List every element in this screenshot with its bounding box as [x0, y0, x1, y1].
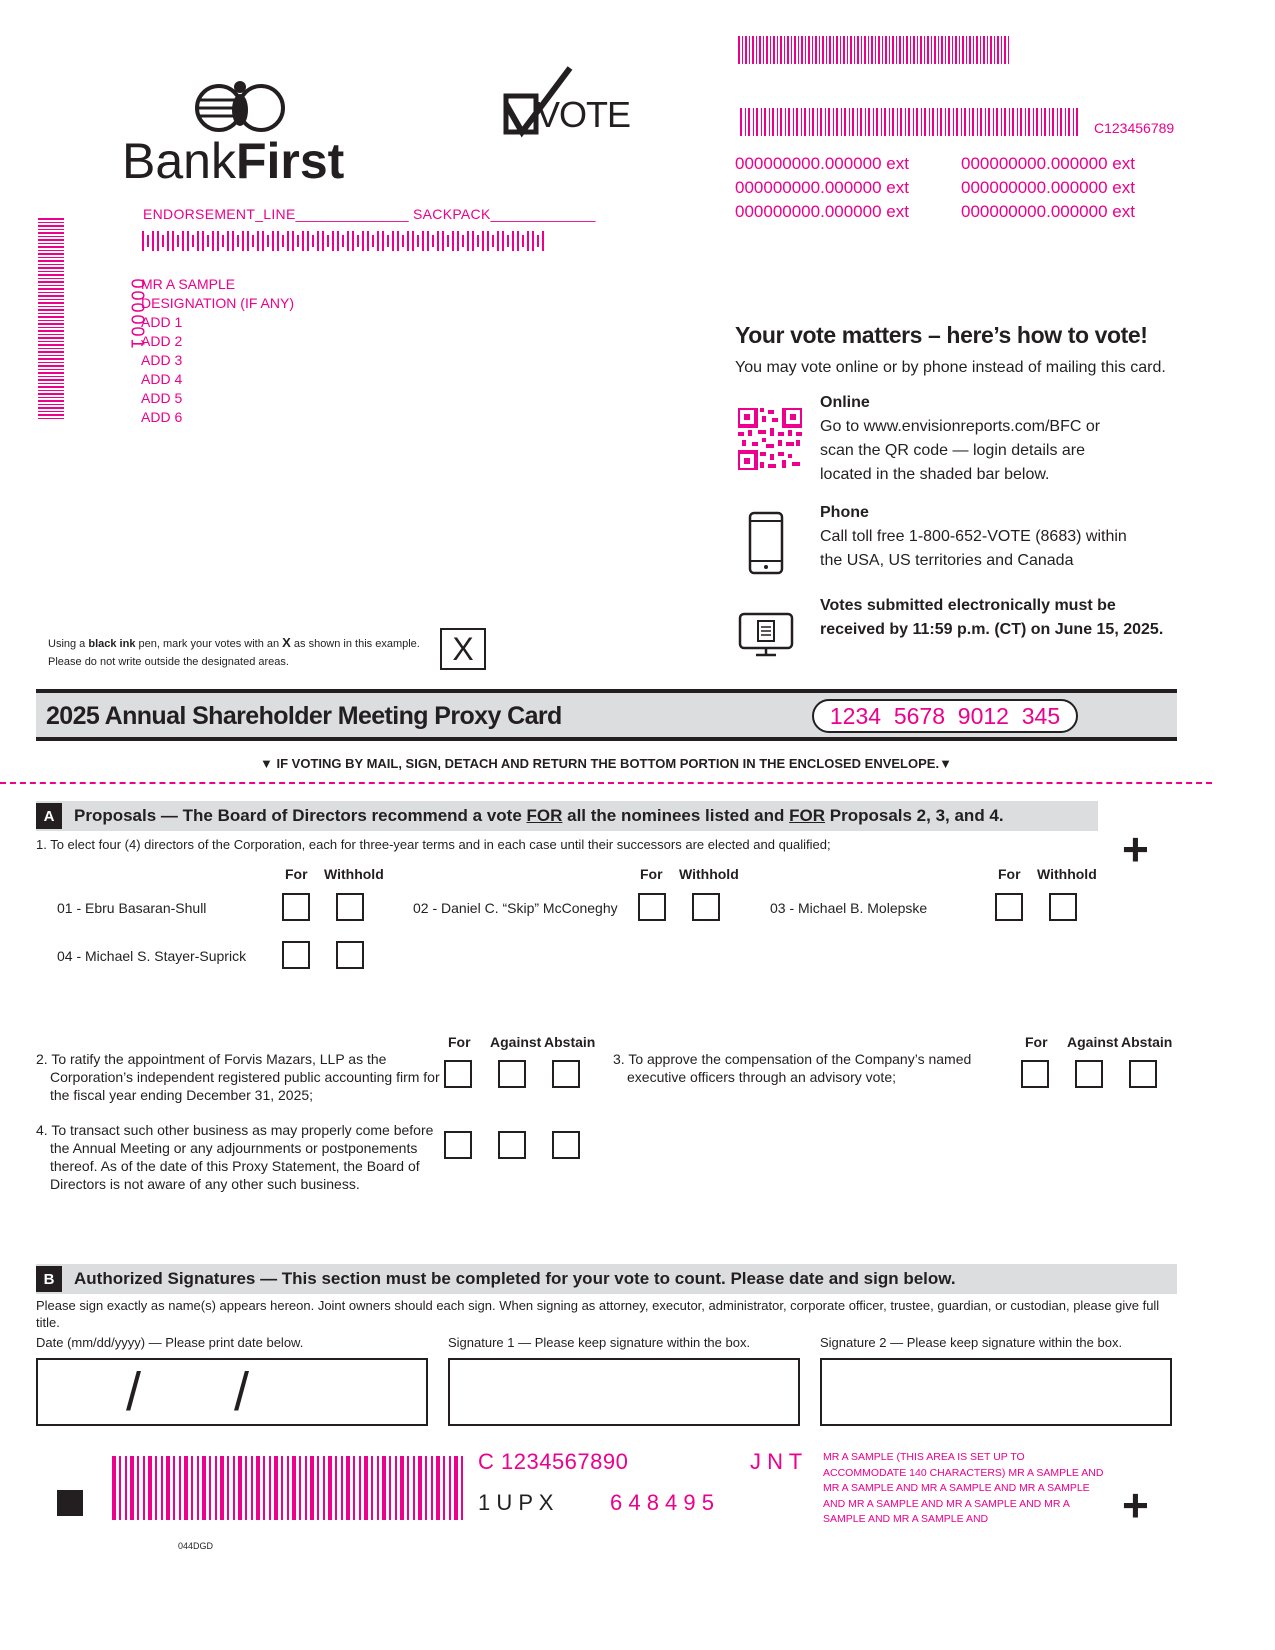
nominee-01-for-checkbox[interactable] — [282, 893, 310, 921]
footer-upx: 1 U P X — [478, 1490, 554, 1515]
footer-c-number: C 1234567890 — [478, 1449, 629, 1474]
nominee-03-for-checkbox[interactable] — [995, 893, 1023, 921]
phone-title: Phone — [820, 504, 869, 521]
registration-plus-footer: + — [1122, 1479, 1149, 1531]
ext-column-left — [735, 152, 909, 224]
vote-info-subheading: You may vote online or by phone instead of mailing this card. — [735, 359, 1166, 376]
qr-code-icon — [738, 408, 802, 470]
section-b-title: Authorized Signatures — This section must be completed for your vote to count. Please date and sign below. — [74, 1269, 956, 1288]
perforation-line — [0, 782, 1212, 784]
ink-instructions: Using a black ink pen, mark your votes with an X as shown in this example. Please do not write outside the designated areas. — [48, 635, 420, 668]
footer-sample-text: MR A SAMPLE (THIS AREA IS SET UP TO ACCOMMODATE 140 CHARACTERS) MR A SAMPLE AND MR A SAMPLE AND MR A SAMPLE AND MR A SAMPLE AND MR A SAMPLE AND MR A SAMPLE AND MR A SAMPLE AND MR A SAMPLE AND — [823, 1451, 1104, 1525]
footer-code: 6 4 8 4 9 5 — [610, 1490, 714, 1515]
proposal-3-text: 3. To approve the compensation of the Company’s named executive officers through an advisory vote; — [613, 1051, 972, 1085]
control-number-pill: 1234 5678 9012 345 — [812, 699, 1078, 733]
proposal-4-for-checkbox[interactable] — [444, 1131, 472, 1159]
date-label: Date (mm/dd/yyyy) — Please print date below. — [36, 1335, 304, 1350]
nominee-02-for-checkbox[interactable] — [638, 893, 666, 921]
online-line: scan the QR code — login details are — [820, 442, 1086, 459]
deadline-block — [820, 594, 1163, 642]
proposal-3-for-checkbox[interactable] — [1021, 1060, 1049, 1088]
col-for: For — [1025, 1034, 1048, 1050]
nominee-03-withhold-checkbox[interactable] — [1049, 893, 1077, 921]
address-line: ADD 3 — [141, 352, 183, 368]
deadline-line: Votes submitted electronically must be — [820, 597, 1116, 614]
proposal-3-abstain-checkbox[interactable] — [1129, 1060, 1157, 1088]
col-for: For — [448, 1034, 471, 1050]
address-line: MR A SAMPLE — [141, 276, 236, 292]
ext-line: 000000000.000000 ext — [735, 202, 909, 221]
phone-block — [820, 501, 1127, 573]
phone-line: the USA, US territories and Canada — [820, 552, 1074, 569]
vote-info-heading: Your vote matters – here’s how to vote! — [735, 322, 1148, 348]
address-line: ADD 5 — [141, 390, 183, 406]
computer-icon — [738, 612, 794, 658]
col-for: For — [285, 866, 308, 882]
section-letter: B — [36, 1266, 62, 1292]
online-title: Online — [820, 394, 870, 411]
mailing-address — [141, 275, 294, 427]
control-c-number: C123456789 — [1094, 120, 1175, 136]
section-b-header — [36, 1264, 1177, 1294]
proposal-1-text: 1. To elect four (4) directors of the Corporation, each for three-year terms and in each case until their successors are elected and qualified; — [36, 837, 831, 852]
proposal-4-text: 4. To transact such other business as may properly come before the Annual Meeting or any adjournments or postponements thereof. As of the date of this Proxy Statement, the Board of Directors is not aware of any other such business. — [36, 1122, 434, 1192]
address-line: ADD 2 — [141, 333, 183, 349]
sig2-label: Signature 2 — Please keep signature within the box. — [820, 1335, 1123, 1350]
down-arrow-icon: ▼ — [260, 756, 277, 771]
col-for: For — [640, 866, 663, 882]
date-slash: / — [234, 1362, 250, 1422]
online-line[interactable]: Go to www.envisionreports.com/BFC or — [820, 418, 1101, 435]
ext-line: 000000000.000000 ext — [961, 202, 1135, 221]
registration-square — [57, 1490, 83, 1516]
proposal-4-abstain-checkbox[interactable] — [552, 1131, 580, 1159]
nominee-01: 01 - Ebru Basaran-Shull — [57, 900, 207, 916]
phone-line: Call toll free 1-800-652-VOTE (8683) within — [820, 528, 1127, 545]
address-line: ADD 6 — [141, 409, 183, 425]
vertical-barcode — [38, 218, 64, 420]
registration-plus-a: + — [1122, 823, 1149, 875]
phone-icon — [748, 511, 784, 575]
ext-line: 000000000.000000 ext — [961, 154, 1135, 173]
date-slash: / — [126, 1362, 142, 1422]
form-code: 044DGD — [178, 1541, 214, 1551]
online-line: located in the shaded bar below. — [820, 466, 1050, 483]
col-against: Against — [490, 1034, 542, 1050]
proposal-2-text: 2. To ratify the appointment of Forvis Mazars, LLP as the Corporation’s independent registered public accounting firm for the fiscal year ending December 31, 2025; — [36, 1051, 440, 1103]
nominee-02: 02 - Daniel C. “Skip” McConeghy — [413, 900, 618, 916]
col-abstain: Abstain — [1121, 1034, 1173, 1050]
ext-line: 000000000.000000 ext — [961, 178, 1135, 197]
proposal-4-against-checkbox[interactable] — [498, 1131, 526, 1159]
sig1-label: Signature 1 — Please keep signature within the box. — [448, 1335, 751, 1350]
down-arrow-icon: ▼ — [939, 756, 952, 771]
vote-text: VOTE — [536, 94, 631, 135]
signature-1-box[interactable] — [448, 1358, 800, 1426]
address-line: ADD 1 — [141, 314, 183, 330]
proxy-card-title-band — [36, 689, 1177, 741]
section-a-header — [36, 801, 1098, 831]
bankfirst-wordmark: BankFirst — [122, 133, 345, 189]
nominee-03: 03 - Michael B. Molepske — [770, 900, 928, 916]
col-withhold: Withhold — [324, 866, 384, 882]
example-x-mark: X — [452, 630, 474, 667]
ext-column-right — [961, 152, 1135, 224]
vertical-code: 000001 — [127, 278, 148, 351]
example-x-box — [440, 628, 486, 670]
col-abstain: Abstain — [544, 1034, 596, 1050]
nominee-04-withhold-checkbox[interactable] — [336, 941, 364, 969]
section-a-title: Proposals — The Board of Directors recommend a vote FOR all the nominees listed and FOR Proposals 2, 3, and 4. — [74, 806, 1004, 825]
proposal-2-against-checkbox[interactable] — [498, 1060, 526, 1088]
nominee-04: 04 - Michael S. Stayer-Suprick — [57, 948, 247, 964]
proposal-3-against-checkbox[interactable] — [1075, 1060, 1103, 1088]
proposal-2-abstain-checkbox[interactable] — [552, 1060, 580, 1088]
col-against: Against — [1067, 1034, 1119, 1050]
proposal-2-for-checkbox[interactable] — [444, 1060, 472, 1088]
bankfirst-logo — [122, 78, 362, 188]
postal-barcode-second — [740, 108, 1080, 136]
nominee-01-withhold-checkbox[interactable] — [336, 893, 364, 921]
signature-instructions: Please sign exactly as name(s) appears hereon. Joint owners should each sign. When signing as attorney, executor, administrator, corporate officer, trustee, guardian, or custodian, please give full title. — [36, 1298, 1160, 1330]
bankfirst-emblem-icon — [194, 78, 286, 134]
col-withhold: Withhold — [1037, 866, 1097, 882]
footer-jnt: J N T — [750, 1449, 803, 1474]
nominee-02-withhold-checkbox[interactable] — [692, 893, 720, 921]
col-for: For — [998, 866, 1021, 882]
deadline-line: received by 11:59 p.m. (CT) on June 15, 2025. — [820, 621, 1164, 638]
endorsement-line: ENDORSEMENT_LINE______________ SACKPACK_____________ — [143, 206, 596, 222]
address-line: DESIGNATION (IF ANY) — [141, 295, 294, 311]
address-line: ADD 4 — [141, 371, 183, 387]
signature-2-box[interactable] — [820, 1358, 1172, 1426]
online-block — [820, 391, 1100, 487]
date-input-box[interactable] — [36, 1358, 428, 1426]
detach-notice: ▼ IF VOTING BY MAIL, SIGN, DETACH AND RETURN THE BOTTOM PORTION IN THE ENCLOSED ENVELOPE.▼ — [260, 756, 952, 771]
nominee-04-for-checkbox[interactable] — [282, 941, 310, 969]
col-withhold: Withhold — [679, 866, 739, 882]
footer-barcode — [112, 1456, 464, 1520]
ext-line: 000000000.000000 ext — [735, 178, 909, 197]
ext-line: 000000000.000000 ext — [735, 154, 909, 173]
section-letter: A — [36, 803, 62, 829]
vote-mark — [500, 64, 631, 140]
postal-barcode-top — [738, 36, 1010, 64]
proxy-card-title: 2025 Annual Shareholder Meeting Proxy Card — [46, 702, 562, 730]
